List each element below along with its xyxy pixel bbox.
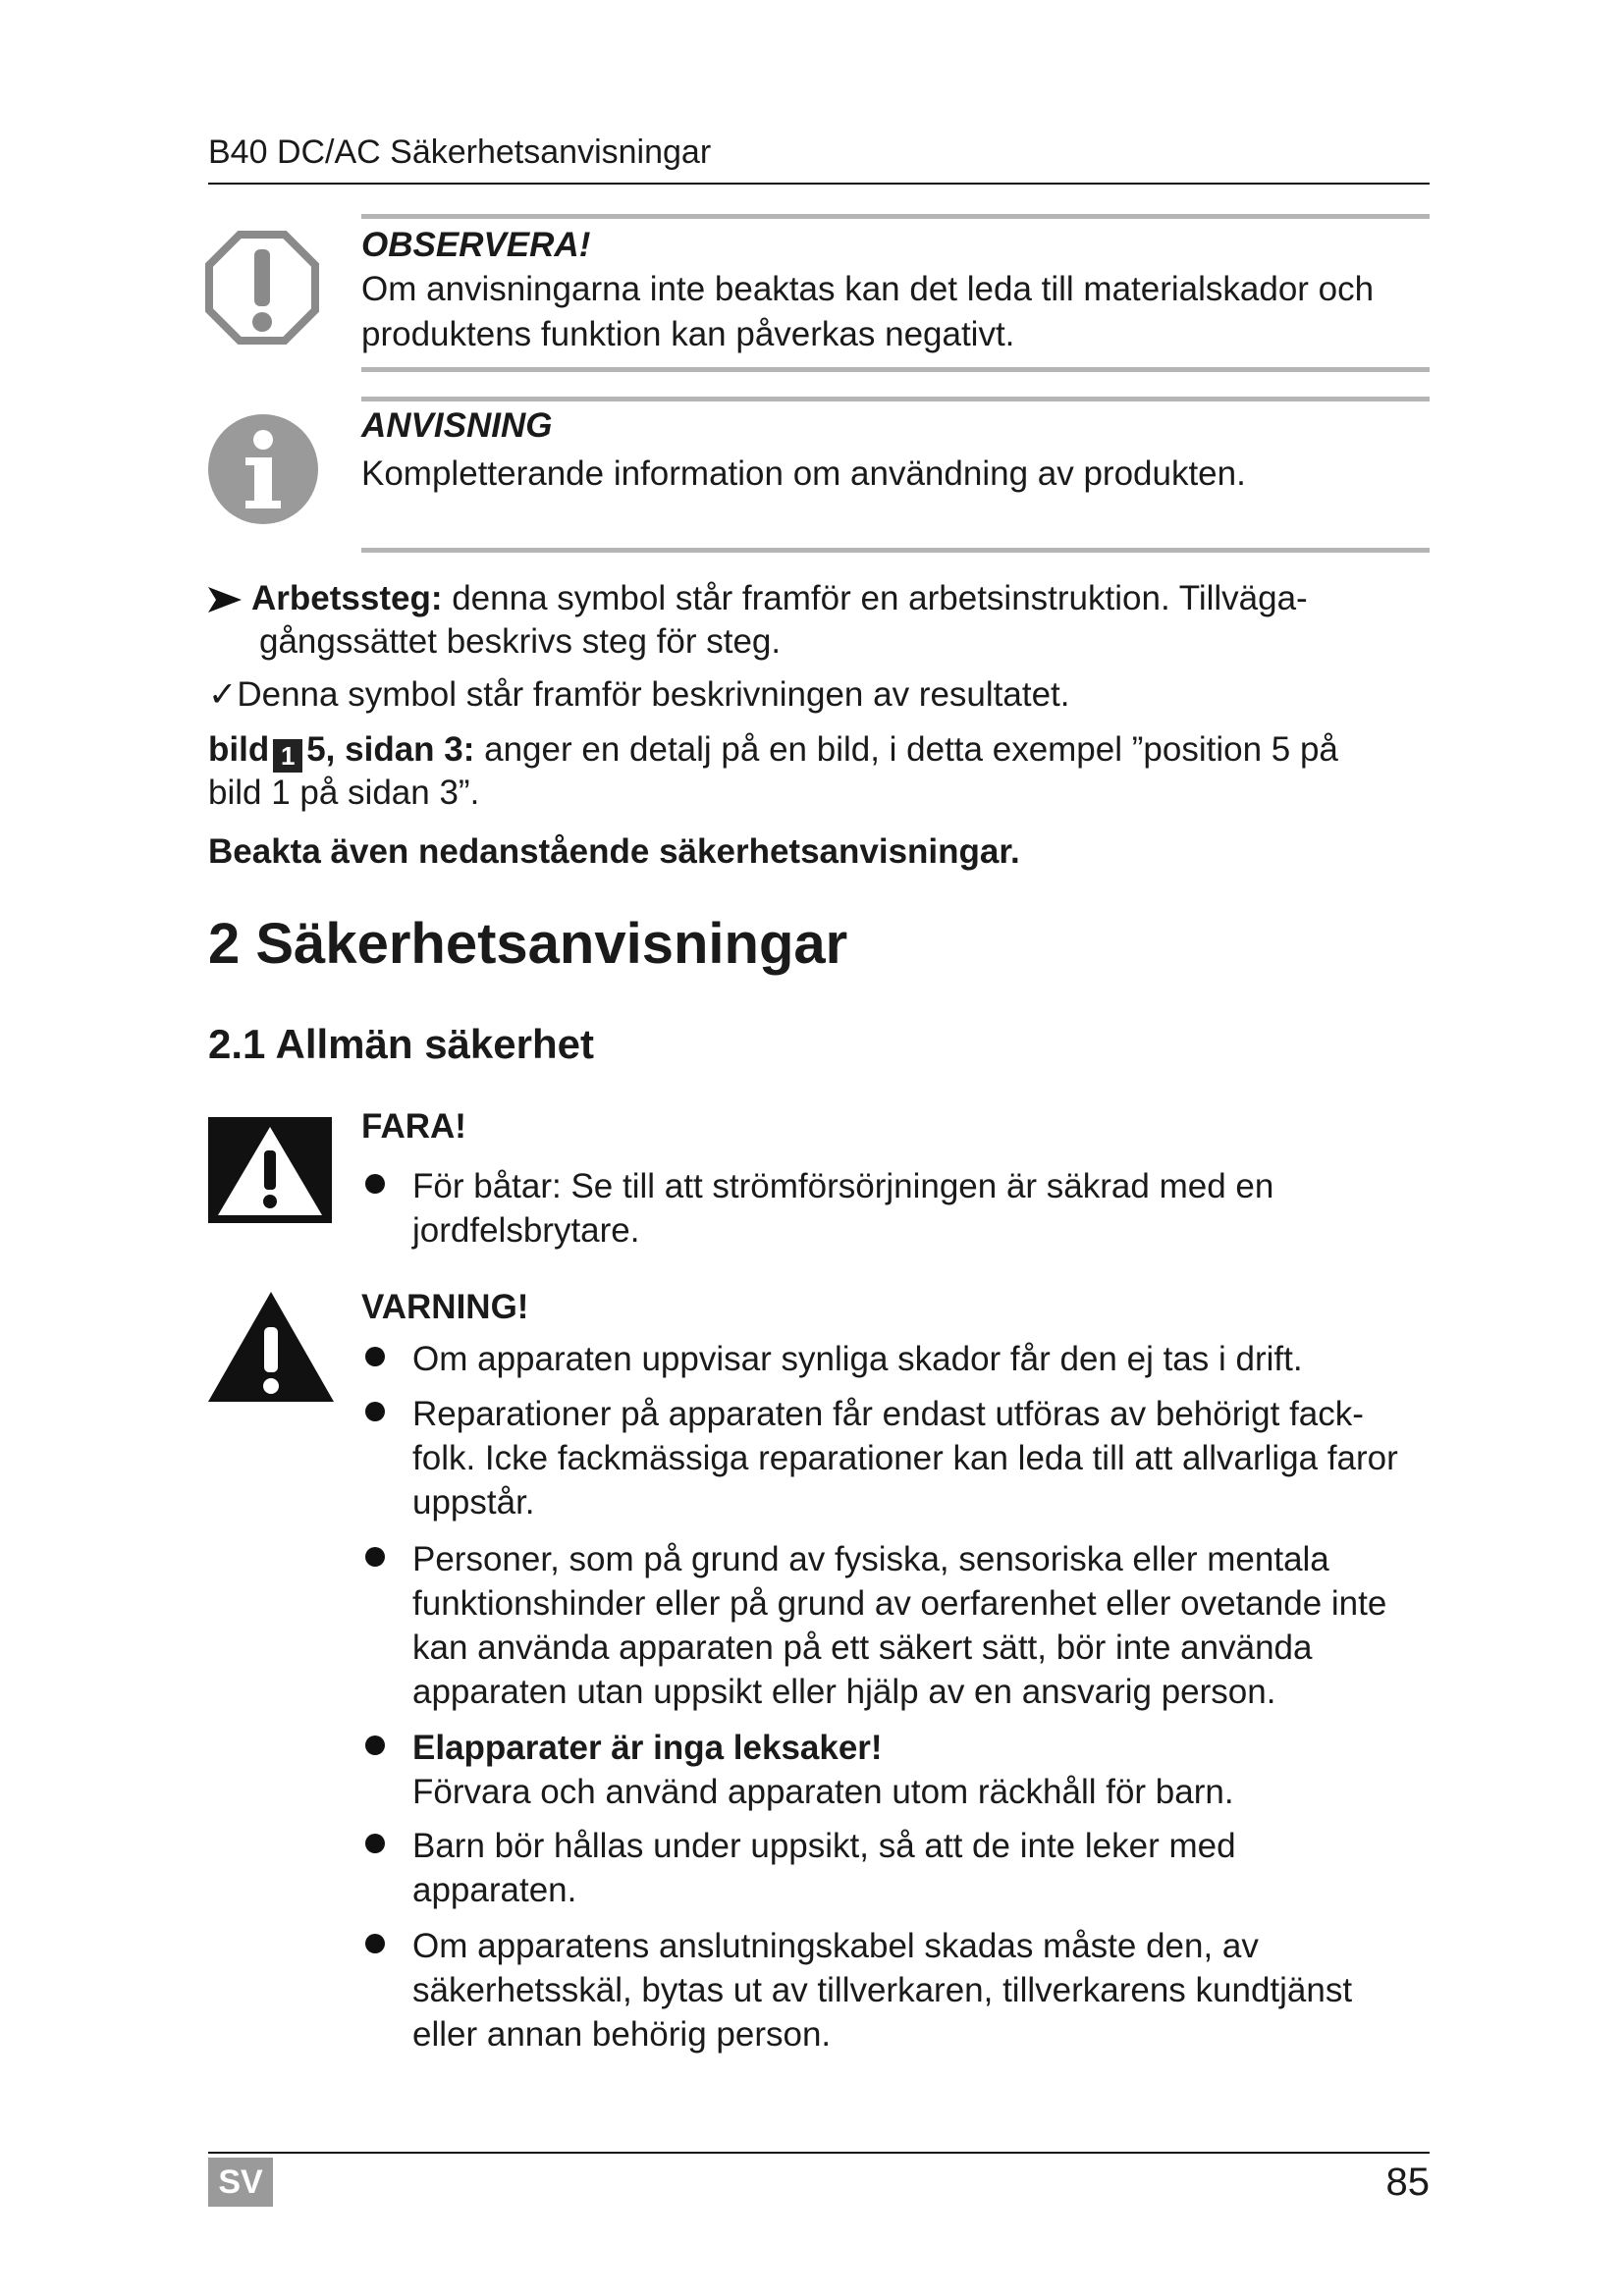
list-item: Om apparaten uppvisar synliga skador får den ej tas i drift. [365,1337,1445,1381]
list-item: Barn bör hållas under uppsikt, så att de inte leker med apparaten. [365,1824,1445,1912]
list-item: Reparationer på apparaten får endast utföras av behörigt fack-folk. Icke fackmässiga reparationer kan leda till att allvarliga faror uppstår. [365,1392,1445,1524]
bullet-dot [365,1174,385,1194]
bild-line: bild 1 5, sidan 3: anger en detalj på en bild, i detta exempel ”position 5 på [208,730,1338,771]
list-item: Om apparatens anslutningskabel skadas måste den, av säkerhetsskäl, bytas ut av tillverkaren, tillverkarens kundtjänst eller annan behörig person. [365,1924,1445,2056]
list-item: Elapparater är inga leksaker! Förvara och använd apparaten utom räckhåll för barn. [365,1726,1445,1814]
running-header: B40 DC/AC Säkerhetsanvisningar [208,133,712,171]
arbetssteg-line-2: gångssättet beskrivs steg för steg. [259,622,782,661]
header-rule [208,183,1430,185]
list-item: För båtar: Se till att strömförsörjningen är säkrad med en jordfelsbrytare. [365,1164,1445,1253]
varning-title: VARNING! [361,1288,529,1326]
danger-warning-icon [208,1117,332,1223]
observera-title: OBSERVERA! [361,226,591,264]
info-icon [206,412,320,526]
note-rule-top [361,214,1430,219]
anvisning-title: ANVISNING [361,406,553,445]
language-tag: SV [208,2158,273,2207]
subsection-heading: 2.1 Allmän säkerhet [208,1021,594,1067]
beakta-text: Beakta även nedanstående säkerhetsanvisningar. [208,832,1020,871]
arrow-bullet-icon [208,587,242,613]
list-item: Personer, som på grund av fysiska, sensoriska eller mentala funktionshinder eller på grund av oerfarenhet eller ovetande inte kan använda apparaten på ett säkert sätt, bör inte använda apparaten utan uppsikt eller hjälp av en ansvarig person. [365,1537,1445,1714]
note-rule-bottom [361,367,1430,372]
footer-rule [208,2152,1430,2154]
arbetssteg-line: Arbetssteg: denna symbol står framför en arbetsinstruktion. Tillväga- [208,577,1435,620]
note-rule-top [361,397,1430,401]
warning-triangle-icon [208,1292,334,1402]
page-number: 85 [1385,2161,1430,2204]
result-line: ✓Denna symbol står framför beskrivningen av resultatet. [208,675,1070,714]
anvisning-text: Kompletterande information om användning av produkten. [361,454,1246,493]
note-rule-bottom [361,548,1430,553]
section-heading: 2 Säkerhetsanvisningar [208,912,848,976]
bild-line-2: bild 1 på sidan 3”. [208,774,480,812]
observera-text: Om anvisningarna inte beaktas kan det leda till materialskador och produktens funktion kan påverkas negativt. [361,270,1375,353]
fara-title: FARA! [361,1107,466,1146]
checkmark-icon: ✓ [208,675,238,714]
figure-number-badge: 1 [273,739,302,773]
exclamation-octagon-icon [204,230,320,346]
